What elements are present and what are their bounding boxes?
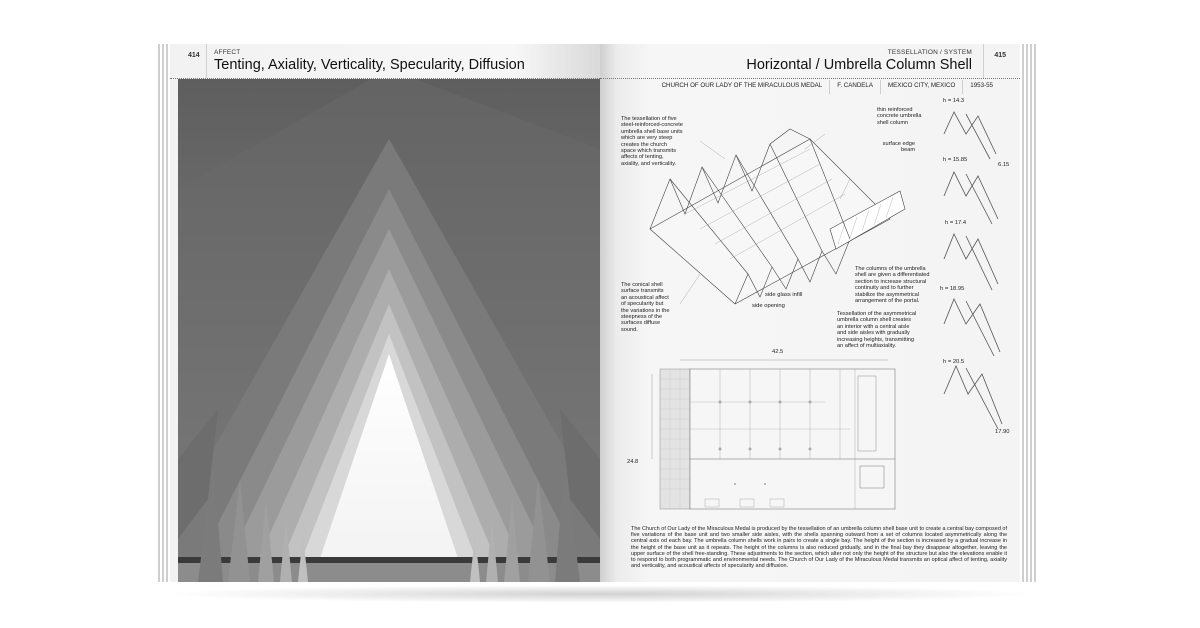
annotation-side-opening: side opening xyxy=(752,303,785,309)
annotation-edge-beam: surface edge beam xyxy=(882,141,915,154)
height-label-4: h = 18.95 xyxy=(940,286,965,292)
page-title: Tenting, Axiality, Verticality, Specularity, Diffusion xyxy=(214,57,525,73)
header-divider xyxy=(206,44,207,78)
height-label-3: h = 17.4 xyxy=(945,220,967,226)
project-meta-row xyxy=(655,80,1000,94)
section-kicker: AFFECT xyxy=(214,49,241,56)
section-kicker: TESSELLATION / SYSTEM xyxy=(887,49,972,56)
body-paragraph: The Church of Our Lady of the Miraculous Medal is produced by the tessellation of an umbrella column shell base unit to create a central bay composed of five variations of the base unit and two smaller side aisles, with the shells spanning outward from a set of columns located asymmetrically along the central axis od each bay. The umbrella column shells work in pairs to create a single bay. The height of the section is increased by a gradual increase in the height of the base unit as it repeats. The height of the columns is also reduced gridually, and in the final bay they disappear altogether, leaving the upper surface of the shell free-standing. These adjustments to the section, which alter not only the height of the structure but also the elevations enable it to respond to both programmatic and environmental needs. The Church of Our Lady of the Miraculous Medal transmits an optical affect of tenting, axiality and verticality, and acoustical affects of specularity and diffusion. xyxy=(631,526,1007,570)
height-label-2: h = 15.85 xyxy=(943,157,968,163)
section-sketches xyxy=(938,104,1008,434)
annotation-columns: The columns of the umbrella shell are given a differentiated section to increase structural continuity and to further stabilize the asymmetrical arrangement of the portal. xyxy=(855,266,930,305)
project-years: 1953-55 xyxy=(970,82,993,89)
annotation-asymmetric: Tessellation of the asymmetrical umbrella column shell creates an interior with a central aisle and side aisles with gradually increasing heights, transmitting an affect of multiaxiality. xyxy=(837,311,917,350)
architect-name: F. CANDELA xyxy=(830,80,881,94)
annotation-conical-shell: The conical shell surface transmits an acoustical affect of specularity but the variations in the steepness of the surfaces diffuse sound. xyxy=(621,282,670,333)
interior-render-image xyxy=(178,79,600,582)
dimension-top: 6.15 xyxy=(998,162,1010,168)
project-name: CHURCH OF OUR LADY OF THE MIRACULOUS MEDAL xyxy=(655,80,831,94)
floor-plan-drawing xyxy=(650,354,905,519)
height-label-1: h = 14.3 xyxy=(943,98,965,104)
left-page xyxy=(170,44,600,582)
annotation-tessellation: The tessellation of five steel-reinforced-concrete umbrella shell base units which are very steep creates the church space which transmits affects of tenting, axiality, and verticality. xyxy=(621,116,683,167)
plan-length-dimension: 42.5 xyxy=(772,349,784,355)
annotation-shell-column: thin reinforced concrete umbrella shell column xyxy=(877,107,922,126)
right-page-header xyxy=(600,44,1020,79)
page-number: 415 xyxy=(994,52,1006,59)
header-divider xyxy=(983,44,984,78)
dimension-bottom: 17.90 xyxy=(995,429,1010,435)
book-shadow xyxy=(160,585,1040,603)
right-page xyxy=(600,44,1020,582)
right-page-edges xyxy=(1018,44,1040,582)
plan-width-dimension: 24.8 xyxy=(627,459,639,465)
interior-render-graphic xyxy=(178,79,600,582)
annotation-side-glass: side glass infill xyxy=(765,292,803,298)
project-location: MEXICO CITY, MEXICO xyxy=(881,80,963,94)
left-page-header xyxy=(170,44,600,79)
page-number: 414 xyxy=(188,52,200,59)
height-label-5: h = 20.5 xyxy=(943,359,965,365)
page-title: Horizontal / Umbrella Column Shell xyxy=(746,57,972,73)
